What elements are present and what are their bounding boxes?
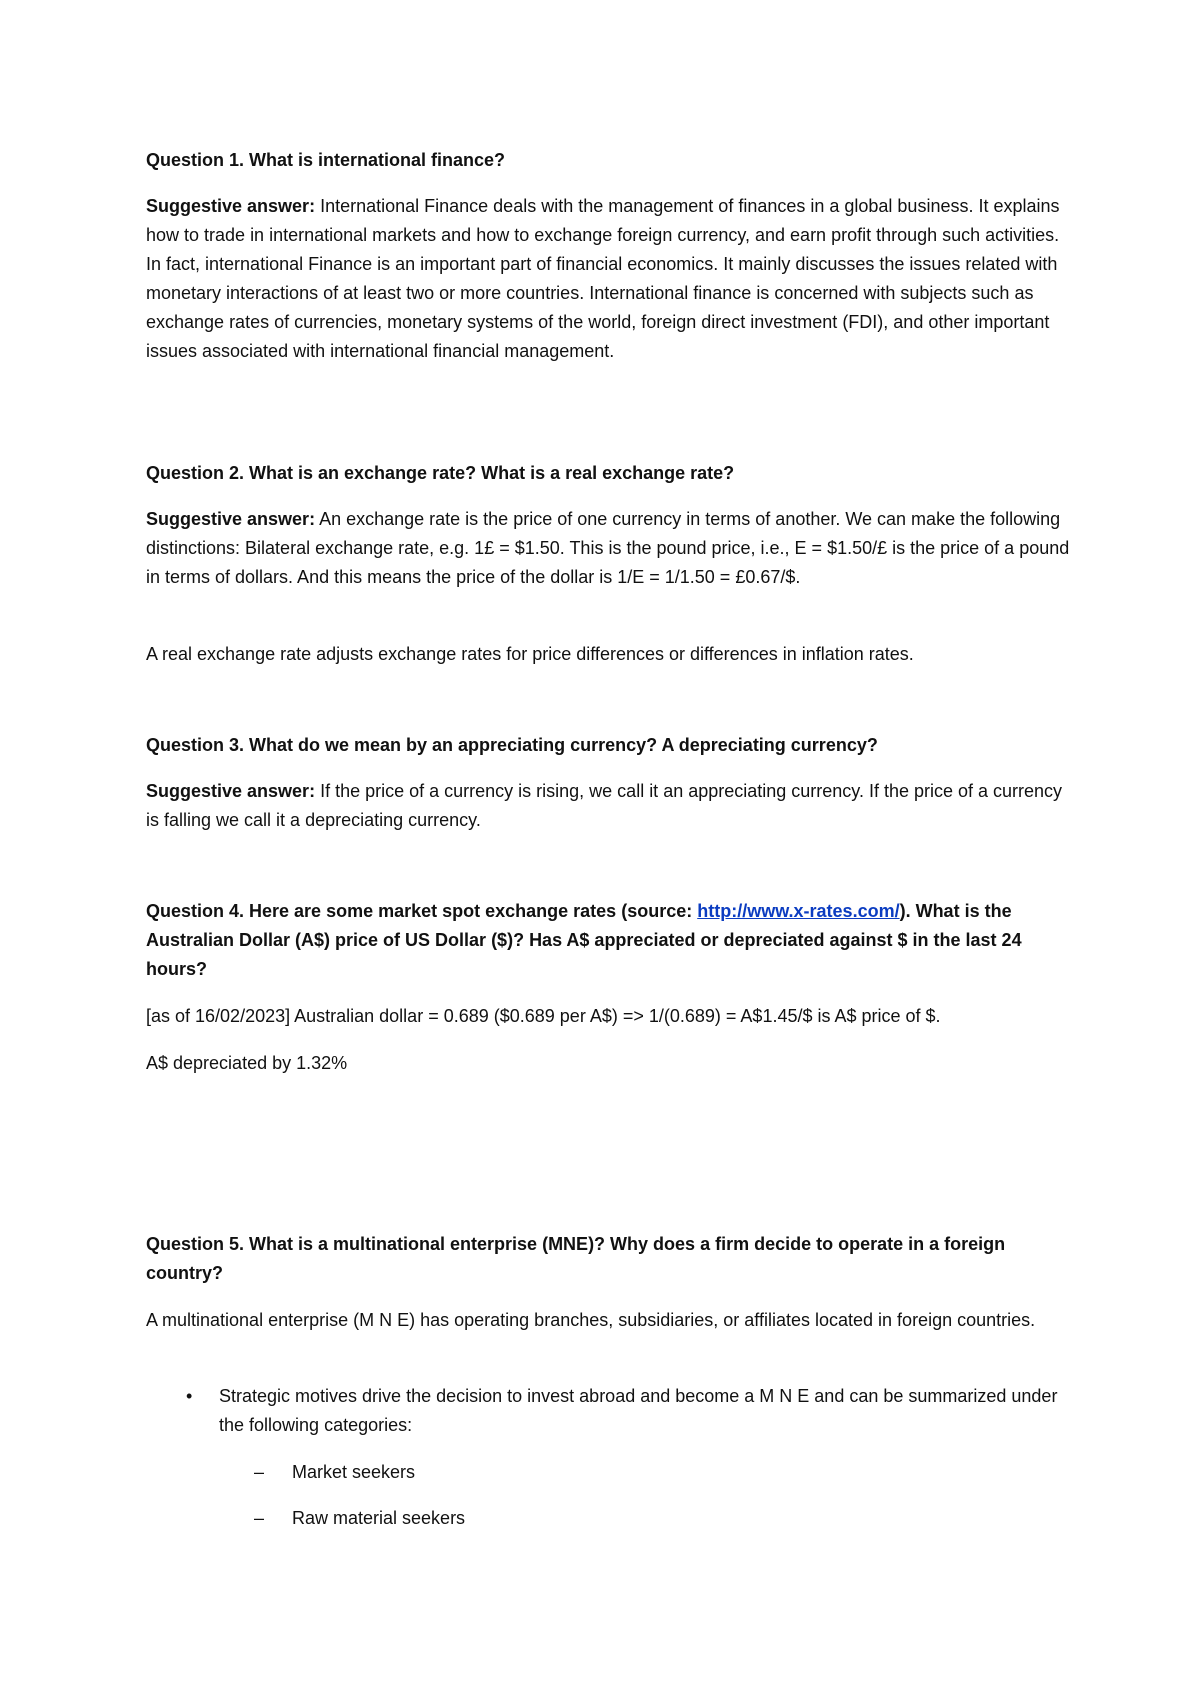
question-4-answer-line-1 [146, 1002, 1076, 1031]
dash-icon: – [254, 1462, 265, 1482]
bullet-icon: • [186, 1386, 193, 1406]
question-4-answer-line-2 [146, 1049, 1076, 1078]
question-2-title: Question 2. What is an exchange rate? What is a real exchange rate? [146, 463, 735, 483]
list-item [146, 1504, 1076, 1533]
question-1-section [146, 146, 1076, 175]
mne-definition: A multinational enterprise (M N E) has operating branches, subsidiaries, or affiliates located in foreign countries. [146, 1310, 1036, 1330]
question-4-title [146, 897, 1076, 984]
answer-paragraph [146, 505, 1076, 592]
sub-item-market-seekers: Market seekers [292, 1462, 416, 1482]
question-5-section [146, 1230, 1076, 1288]
question-2-answer [146, 505, 1076, 592]
question-2-extra [146, 640, 1076, 669]
question-4-title-part1: Question 4. Here are some market spot exchange rates (source: [146, 901, 698, 921]
answer-text: An exchange rate is the price of one currency in terms of another. We can make the following distinctions: Bilateral exchange rate, e.g. 1£ = $1.50. This is the pound price, i.e., E = $1.50/£ is the price of a pound in terms of dollars. And this means the price of the dollar is 1/E = 1/1.50 = £0.67/$. [146, 509, 1070, 587]
x-rates-link[interactable]: http://www.x-rates.com/ [697, 901, 900, 921]
answer-paragraph [146, 777, 1076, 835]
answer-text: If the price of a currency is rising, we call it an appreciating currency. If the price of a currency is falling we call it a depreciating currency. [146, 781, 1063, 830]
bullet-text: Strategic motives drive the decision to invest abroad and become a M N E and can be summarized under the following categories: [219, 1386, 1058, 1435]
question-5-title: Question 5. What is a multinational enterprise (MNE)? Why does a firm decide to operate in a foreign country? [146, 1234, 1006, 1283]
real-exchange-rate-text: A real exchange rate adjusts exchange rates for price differences or differences in inflation rates. [146, 644, 914, 664]
answer-label: Suggestive answer: [146, 509, 316, 529]
depreciation-result: A$ depreciated by 1.32% [146, 1053, 348, 1073]
list-item [146, 1382, 1076, 1440]
exchange-rate-calculation: [as of 16/02/2023] Australian dollar = 0.689 ($0.689 per A$) => 1/(0.689) = A$1.45/$ is A$ price of $. [146, 1006, 941, 1026]
sub-item-raw-material-seekers: Raw material seekers [292, 1508, 466, 1528]
question-1-answer [146, 192, 1076, 366]
list-item [146, 1458, 1076, 1487]
question-4-title-part2: ). What is the Australian Dollar (A$) price of US Dollar ($)? Has A$ appreciated or depreciated against $ in the last 24 hours? [146, 901, 1022, 979]
answer-text: International Finance deals with the management of finances in a global business. It explains how to trade in international markets and how to exchange foreign currency, and earn profit through such activities. In fact, international Finance is an important part of financial economics. It mainly discusses the issues related with monetary interactions of at least two or more countries. International finance is concerned with subjects such as exchange rates of currencies, monetary systems of the world, foreign direct investment (FDI), and other important issues associated with international financial management. [146, 196, 1060, 361]
dash-icon: – [254, 1508, 265, 1528]
answer-label: Suggestive answer: [146, 196, 316, 216]
question-1-title: Question 1. What is international finance? [146, 150, 506, 170]
answer-label: Suggestive answer: [146, 781, 316, 801]
question-3-answer [146, 777, 1076, 835]
question-3-section [146, 731, 1076, 760]
question-2-section [146, 459, 1076, 488]
answer-paragraph [146, 192, 1076, 366]
question-4-section [146, 897, 1076, 984]
question-5-intro [146, 1306, 1076, 1335]
question-3-title: Question 3. What do we mean by an appreciating currency? A depreciating currency? [146, 735, 878, 755]
